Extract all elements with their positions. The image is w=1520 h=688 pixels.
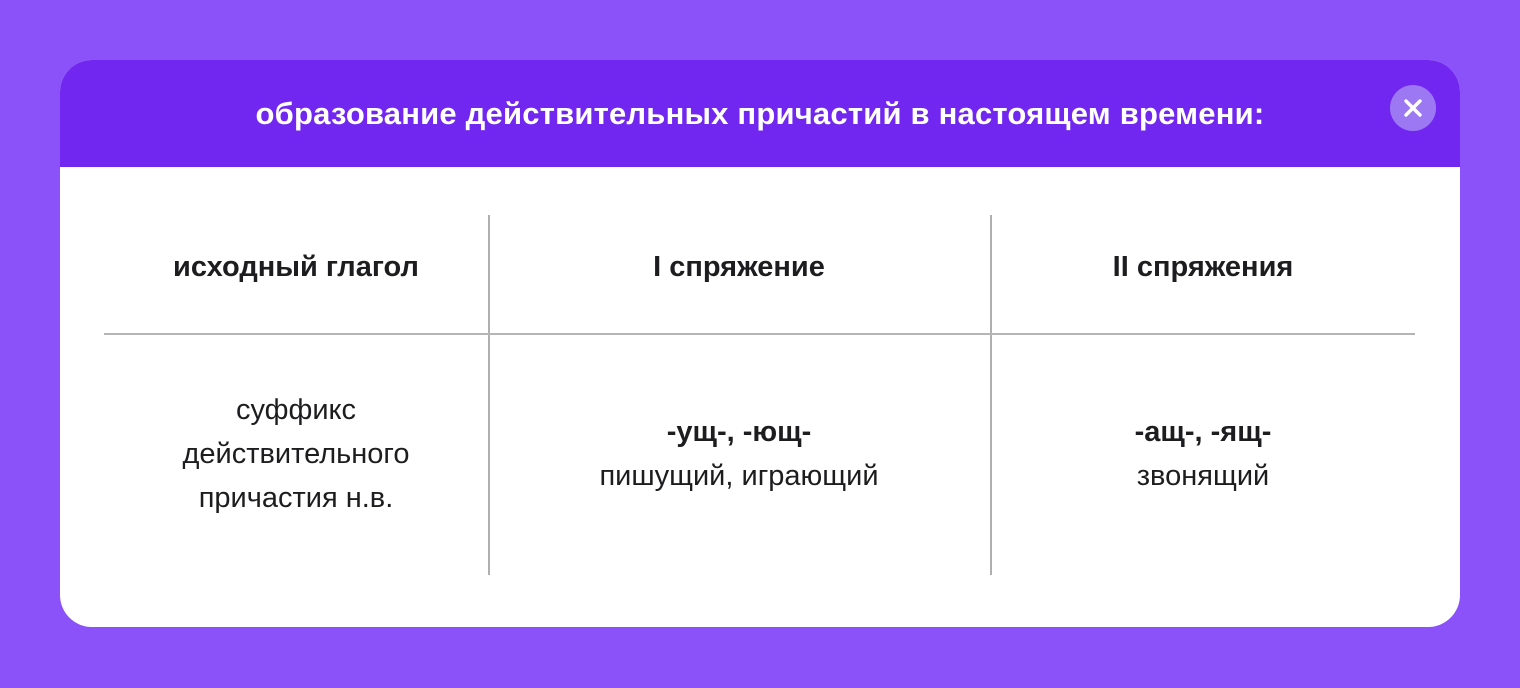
feature-line-1: суффикс: [235, 394, 357, 426]
close-icon: [1402, 97, 1424, 119]
table-body-row: [60, 333, 1460, 575]
close-button[interactable]: [1390, 85, 1436, 131]
column-header-source-verb: исходный глагол: [173, 250, 419, 283]
conjugation-1-examples: пишущий, играющий: [599, 460, 879, 492]
column-header-conjugation-1: I спряжение: [653, 250, 825, 283]
conjugation-1-suffixes: -ущ-, -ющ-: [666, 416, 812, 448]
modal-header: [60, 60, 1460, 167]
feature-line-3: причастия н.в.: [198, 482, 394, 514]
conjugation-table: [60, 167, 1460, 627]
participle-formation-modal: [60, 60, 1460, 627]
cell-conjugation-2: [990, 333, 1460, 575]
conjugation-2-examples: звонящий: [1136, 460, 1270, 492]
modal-title: образование действительных причастий в настоящем времени:: [255, 95, 1265, 131]
conjugation-2-suffixes: -ащ-, -ящ-: [1134, 416, 1272, 448]
cell-feature-label: [60, 333, 488, 575]
table-header-row: [60, 167, 1460, 333]
cell-conjugation-1: [488, 333, 990, 575]
feature-line-2: действительного: [182, 438, 410, 470]
column-header-conjugation-2: II спряжения: [1112, 250, 1294, 283]
